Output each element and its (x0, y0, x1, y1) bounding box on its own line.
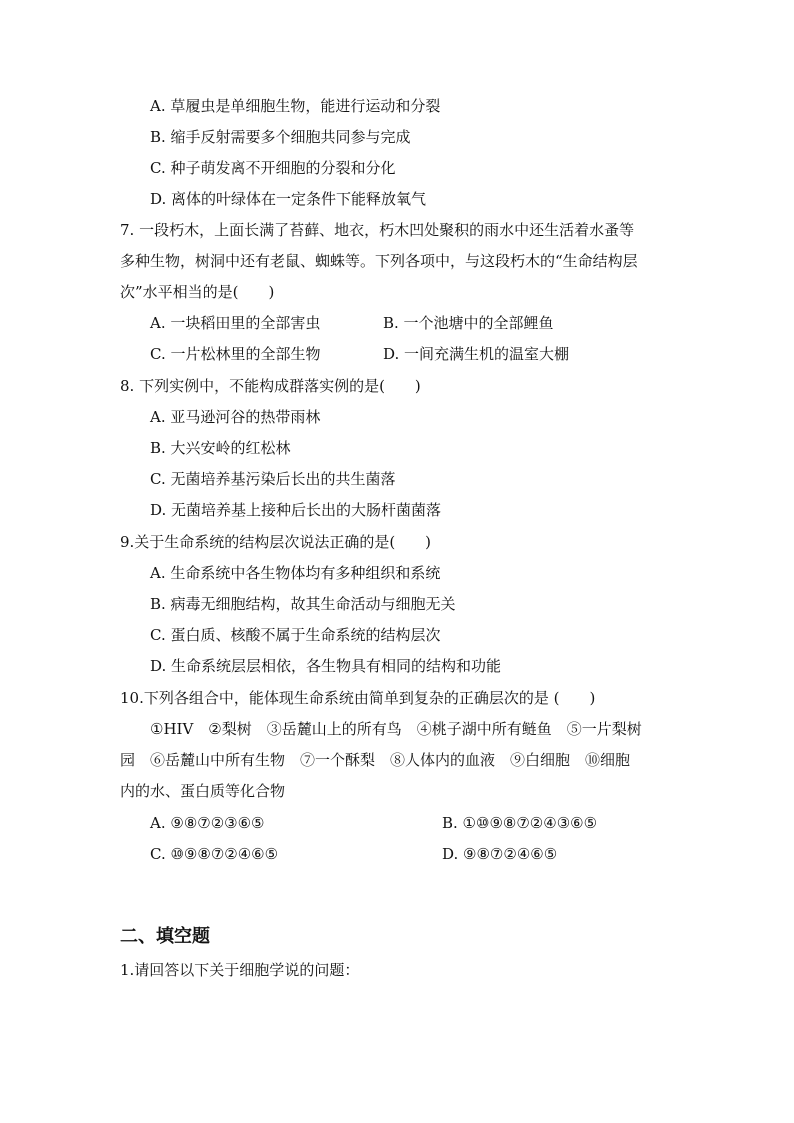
fill-q1-stem: 1.请回答以下关于细胞学说的问题： (120, 961, 360, 979)
q9-stem: 9.关于生命系统的结构层次说法正确的是( ) (120, 533, 432, 551)
q7-option-b: B. 一个池塘中的全部鲤鱼 (383, 314, 554, 332)
q9-option-c: C. 蛋白质、核酸不属于生命系统的结构层次 (150, 626, 441, 644)
q6-option-d: D. 离体的叶绿体在一定条件下能释放氧气 (150, 190, 427, 208)
q9-option-a: A. 生命系统中各生物体均有多种组织和系统 (150, 564, 441, 582)
q7-stem-line2: 多种生物，树洞中还有老鼠、蜘蛛等。下列各项中，与这段朽木的“生命结构层 (120, 252, 638, 270)
q8-stem: 8. 下列实例中，不能构成群落实例的是( ) (120, 377, 421, 395)
q7-option-c: C. 一片松林里的全部生物 (150, 345, 321, 363)
q6-option-c: C. 种子萌发离不开细胞的分裂和分化 (150, 159, 396, 177)
q7-stem-line3: 次”水平相当的是( ) (120, 283, 275, 301)
q9-option-b: B. 病毒无细胞结构，故其生命活动与细胞无关 (150, 595, 456, 613)
q8-option-c: C. 无菌培养基污染后长出的共生菌落 (150, 470, 396, 488)
q6-option-a: A. 草履虫是单细胞生物，能进行运动和分裂 (150, 97, 441, 115)
q7-option-d: D. 一间充满生机的温室大棚 (383, 345, 570, 363)
q6-option-b: B. 缩手反射需要多个细胞共同参与完成 (150, 128, 411, 146)
q10-items-line2: 园 ⑥岳麓山中所有生物 ⑦一个酥梨 ⑧人体内的血液 ⑨白细胞 ⑩细胞 (120, 751, 631, 769)
q10-items-line1: ①HIV ②梨树 ③岳麓山上的所有鸟 ④桃子湖中所有鲢鱼 ⑤一片梨树 (150, 720, 642, 738)
q10-option-d: D. ⑨⑧⑦②④⑥⑤ (442, 845, 558, 863)
q7-stem-line1: 7. 一段朽木，上面长满了苔藓、地衣，朽木凹处聚积的雨水中还生活着水蚤等 (120, 221, 635, 239)
section-heading: 二、填空题 (120, 926, 210, 947)
q10-option-c: C. ⑩⑨⑧⑦②④⑥⑤ (150, 845, 279, 863)
q10-stem: 10.下列各组合中，能体现生命系统由简单到复杂的正确层次的是 ( ) (120, 689, 596, 707)
q9-option-d: D. 生命系统层层相依，各生物具有相同的结构和功能 (150, 657, 502, 675)
q8-option-a: A. 亚马逊河谷的热带雨林 (150, 408, 321, 426)
q7-option-a: A. 一块稻田里的全部害虫 (150, 314, 321, 332)
q8-option-d: D. 无菌培养基上接种后长出的大肠杆菌菌落 (150, 501, 442, 519)
q10-option-b: B. ①⑩⑨⑧⑦②④③⑥⑤ (442, 814, 598, 832)
q10-option-a: A. ⑨⑧⑦②③⑥⑤ (150, 814, 265, 832)
q10-items-line3: 内的水、蛋白质等化合物 (120, 782, 286, 800)
q8-option-b: B. 大兴安岭的红松林 (150, 439, 291, 457)
